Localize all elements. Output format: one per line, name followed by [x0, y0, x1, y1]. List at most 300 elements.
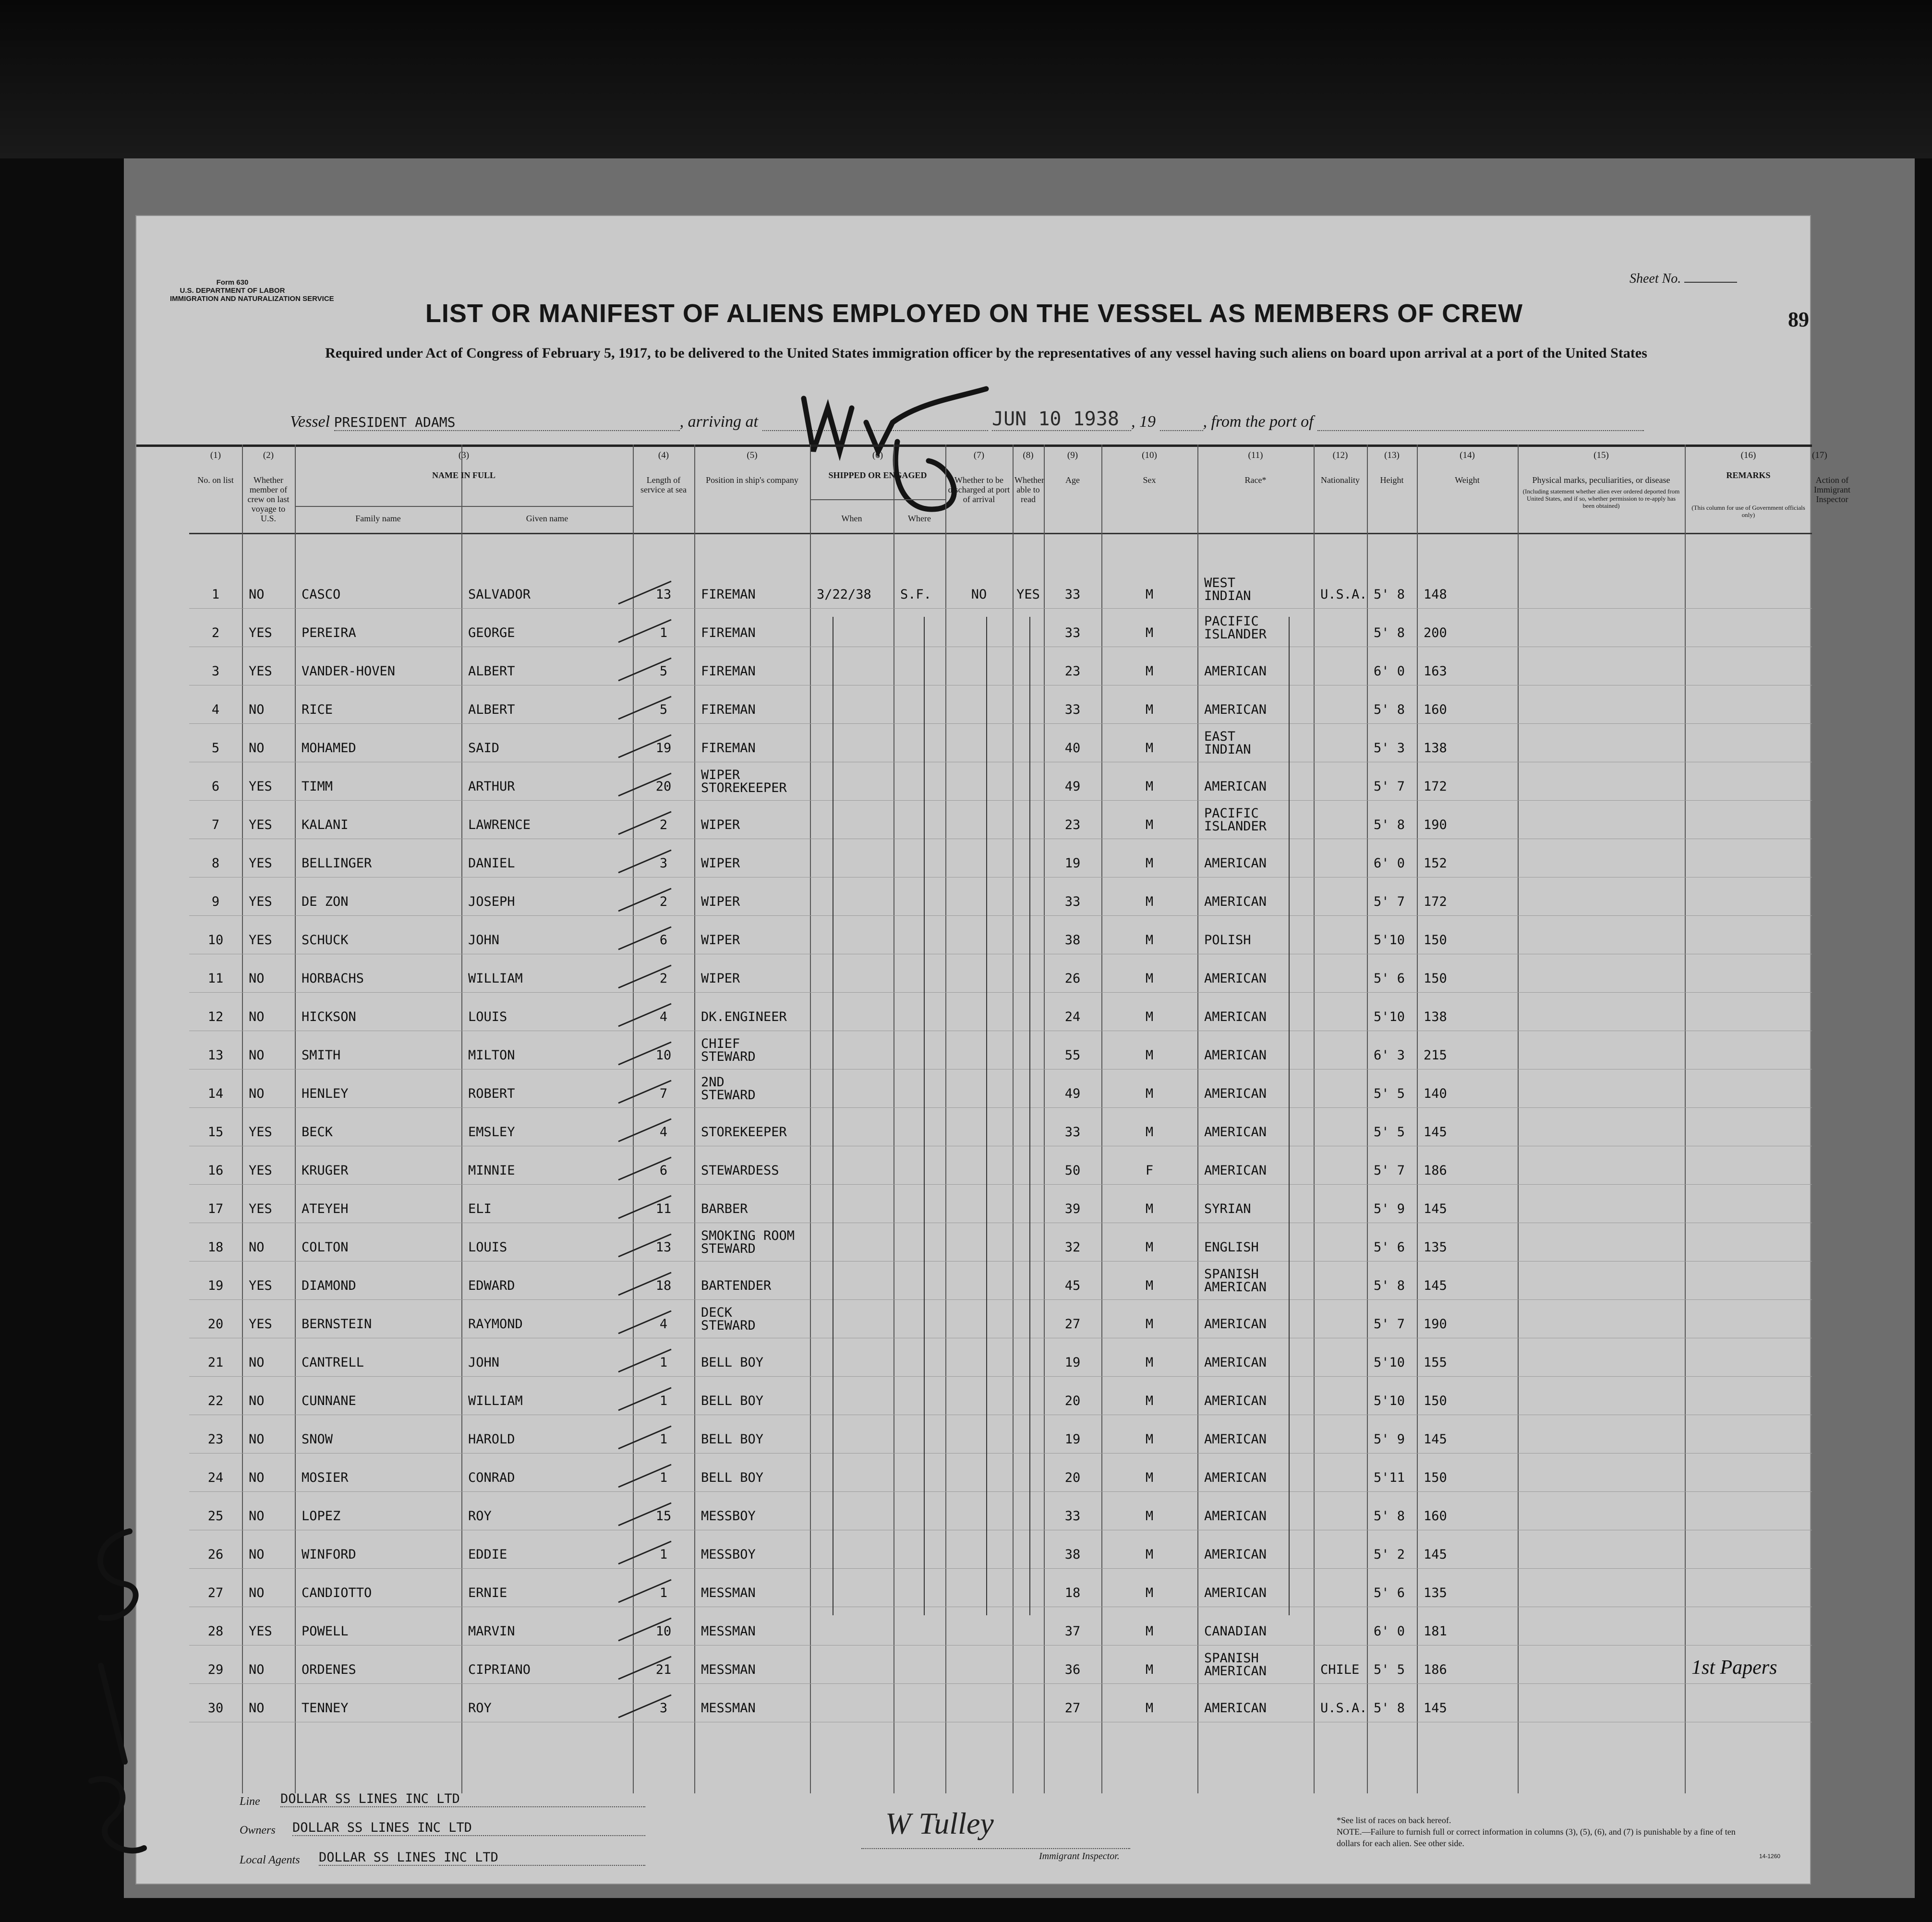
- page-number: 89: [1788, 308, 1809, 331]
- service-cell: 4: [659, 1009, 668, 1024]
- given-cell: LAWRENCE: [468, 817, 531, 832]
- age-cell: 26: [1064, 971, 1081, 986]
- family-cell: HICKSON: [302, 1009, 356, 1024]
- header-bottom-rule: [189, 533, 1812, 534]
- column-number: (4): [658, 450, 669, 460]
- no-cell: 21: [207, 1355, 224, 1370]
- owners-label: Owners: [240, 1824, 276, 1837]
- family-cell: VANDER-HOVEN: [302, 664, 396, 679]
- given-cell: ELI: [468, 1201, 492, 1216]
- service-cell: 1: [659, 625, 668, 640]
- service-cell: 11: [655, 1201, 672, 1216]
- where-header: Where: [908, 514, 931, 523]
- service-cell: 1: [659, 1586, 668, 1600]
- age-cell: 33: [1064, 587, 1081, 602]
- column-header: Whether to be discharged at port of arrival: [948, 475, 1010, 504]
- family-cell: CANTRELL: [302, 1355, 364, 1370]
- position-cell: BARBER: [701, 1201, 748, 1216]
- position-cell: DECK STEWARD: [701, 1305, 756, 1333]
- prev-cell: YES: [249, 817, 272, 832]
- row-rule: [189, 915, 1812, 916]
- prev-cell: YES: [249, 625, 272, 640]
- weight-cell: 150: [1424, 1470, 1447, 1485]
- race-cell: AMERICAN: [1204, 856, 1267, 871]
- department-name: U.S. DEPARTMENT OF LABOR: [180, 287, 285, 295]
- position-cell: STOREKEEPER: [701, 1125, 787, 1140]
- header-subrule: [295, 506, 633, 507]
- prev-cell: YES: [249, 1125, 272, 1140]
- inspector-signature: W Tulley: [885, 1806, 994, 1840]
- age-cell: 49: [1064, 1086, 1081, 1101]
- sex-cell: M: [1145, 1586, 1154, 1600]
- sex-cell: M: [1145, 1048, 1154, 1063]
- sex-cell: M: [1145, 1662, 1154, 1677]
- check-mark: [614, 923, 676, 952]
- age-cell: 19: [1064, 1432, 1081, 1447]
- age-cell: 33: [1064, 1509, 1081, 1524]
- family-cell: LOPEZ: [302, 1509, 341, 1524]
- page-subtitle: Required under Act of Congress of February 5, 1917, to be delivered to the United States immigration officer by the representatives of any vessel having such aliens on board upon arrival at a port of the United States: [325, 345, 1647, 361]
- age-cell: 19: [1064, 856, 1081, 871]
- crew-manifest-form: [135, 215, 1850, 1885]
- column-number: (14): [1460, 450, 1475, 460]
- service-cell: 20: [655, 779, 672, 794]
- prev-cell: NO: [249, 971, 265, 986]
- position-cell: BARTENDER: [701, 1278, 772, 1293]
- given-cell: LOUIS: [468, 1009, 507, 1024]
- height-cell: 5' 5: [1374, 1125, 1405, 1140]
- weight-cell: 152: [1424, 856, 1447, 871]
- sex-cell: M: [1145, 1125, 1154, 1140]
- position-cell: WIPER STOREKEEPER: [701, 768, 787, 795]
- age-cell: 45: [1064, 1278, 1081, 1293]
- height-cell: 5' 7: [1374, 779, 1405, 794]
- column-header: NAME IN FULL: [432, 470, 495, 480]
- line-value: DOLLAR SS LINES INC LTD: [280, 1791, 645, 1807]
- position-cell: BELL BOY: [701, 1393, 764, 1408]
- height-cell: 6' 3: [1374, 1048, 1405, 1063]
- race-cell: AMERICAN: [1204, 1470, 1267, 1485]
- no-cell: 29: [207, 1662, 224, 1677]
- sex-cell: M: [1145, 779, 1154, 794]
- given-cell: JOSEPH: [468, 894, 515, 909]
- prev-cell: NO: [249, 587, 265, 602]
- age-cell: 32: [1064, 1240, 1081, 1255]
- race-cell: SYRIAN: [1204, 1201, 1251, 1216]
- sex-cell: M: [1145, 1355, 1154, 1370]
- check-mark: [614, 1307, 676, 1336]
- no-cell: 16: [207, 1163, 224, 1178]
- sex-cell: M: [1145, 1701, 1154, 1716]
- height-cell: 5' 7: [1374, 1317, 1405, 1332]
- table-top-rule: [136, 444, 1812, 447]
- position-cell: CHIEF STEWARD: [701, 1036, 756, 1064]
- service-cell: 13: [655, 587, 672, 602]
- row-rule: [189, 1376, 1812, 1377]
- column-header: Action of Immigrant Inspector: [1814, 475, 1850, 504]
- age-cell: 38: [1064, 933, 1081, 948]
- race-cell: ENGLISH: [1204, 1240, 1259, 1255]
- age-cell: 27: [1064, 1701, 1081, 1716]
- weight-cell: 190: [1424, 1317, 1447, 1332]
- position-cell: FIREMAN: [701, 741, 756, 756]
- sex-cell: M: [1145, 625, 1154, 640]
- height-cell: 5'11: [1374, 1470, 1405, 1485]
- race-cell: AMERICAN: [1204, 1355, 1267, 1370]
- when-cell: 3/22/38: [817, 587, 871, 602]
- weight-cell: 138: [1424, 741, 1447, 756]
- family-name-header: Family name: [355, 514, 401, 523]
- position-cell: MESSMAN: [701, 1586, 756, 1600]
- prev-cell: YES: [249, 933, 272, 948]
- race-cell: AMERICAN: [1204, 1009, 1267, 1024]
- column-header: Whether able to read: [1014, 475, 1044, 504]
- age-cell: 33: [1064, 625, 1081, 640]
- family-cell: MOSIER: [302, 1470, 349, 1485]
- weight-cell: 215: [1424, 1048, 1447, 1063]
- height-cell: 5' 8: [1374, 625, 1405, 640]
- arrival-date-stamp: JUN 10 1938: [992, 408, 1131, 431]
- handwritten-mark: [794, 370, 1121, 528]
- race-note: *See list of races on back hereof.: [1337, 1815, 1451, 1825]
- nationality-cell: U.S.A.: [1320, 587, 1367, 602]
- race-cell: AMERICAN: [1204, 1086, 1267, 1101]
- column-number: (13): [1384, 450, 1400, 460]
- given-name-header: Given name: [526, 514, 568, 523]
- sex-cell: M: [1145, 1317, 1154, 1332]
- no-cell: 10: [207, 933, 224, 948]
- height-cell: 5' 9: [1374, 1201, 1405, 1216]
- position-cell: WIPER: [701, 856, 740, 871]
- family-cell: CANDIOTTO: [302, 1586, 372, 1600]
- race-cell: AMERICAN: [1204, 1509, 1267, 1524]
- service-cell: 4: [659, 1125, 668, 1140]
- remarks-cell: 1st Papers: [1691, 1657, 1777, 1679]
- column-number: (9): [1067, 450, 1078, 460]
- weight-cell: 145: [1424, 1278, 1447, 1293]
- no-cell: 6: [211, 779, 220, 794]
- position-cell: STEWARDESS: [701, 1163, 779, 1178]
- sex-cell: M: [1145, 856, 1154, 871]
- prev-cell: YES: [249, 1163, 272, 1178]
- column-number: (12): [1332, 450, 1348, 460]
- race-cell: SPANISH AMERICAN: [1204, 1267, 1267, 1295]
- weight-cell: 186: [1424, 1163, 1447, 1178]
- given-cell: GEORGE: [468, 625, 515, 640]
- sex-cell: M: [1145, 971, 1154, 986]
- column-header: REMARKS: [1726, 470, 1771, 480]
- height-cell: 5' 8: [1374, 587, 1405, 602]
- prev-cell: NO: [249, 1393, 265, 1408]
- given-cell: MILTON: [468, 1048, 515, 1063]
- given-cell: CIPRIANO: [468, 1662, 531, 1677]
- ditto-line: [924, 617, 925, 1615]
- margin-handwriting: [72, 1512, 168, 1877]
- position-cell: BELL BOY: [701, 1355, 764, 1370]
- service-cell: 18: [655, 1278, 672, 1293]
- sex-cell: M: [1145, 1547, 1154, 1562]
- sex-cell: M: [1145, 1201, 1154, 1216]
- check-mark: [614, 1077, 676, 1105]
- check-mark: [614, 1653, 676, 1682]
- check-mark: [614, 616, 676, 645]
- family-cell: HORBACHS: [302, 971, 364, 986]
- sex-cell: M: [1145, 933, 1154, 948]
- race-cell: PACIFIC ISLANDER: [1204, 614, 1267, 642]
- height-cell: 5'10: [1374, 1355, 1405, 1370]
- position-cell: WIPER: [701, 817, 740, 832]
- family-cell: TIMM: [302, 779, 333, 794]
- weight-cell: 145: [1424, 1701, 1447, 1716]
- sex-cell: M: [1145, 664, 1154, 679]
- race-cell: AMERICAN: [1204, 1393, 1267, 1408]
- family-cell: SMITH: [302, 1048, 341, 1063]
- position-cell: DK.ENGINEER: [701, 1009, 787, 1024]
- prev-cell: NO: [249, 1432, 265, 1447]
- discharge-cell: NO: [971, 587, 987, 602]
- given-cell: JOHN: [468, 1355, 500, 1370]
- family-cell: DIAMOND: [302, 1278, 356, 1293]
- family-cell: ATEYEH: [302, 1201, 349, 1216]
- race-cell: AMERICAN: [1204, 894, 1267, 909]
- weight-cell: 138: [1424, 1009, 1447, 1024]
- race-cell: AMERICAN: [1204, 1317, 1267, 1332]
- ditto-line: [986, 617, 987, 1615]
- page-title: LIST OR MANIFEST OF ALIENS EMPLOYED ON THE VESSEL AS MEMBERS OF CREW: [425, 299, 1523, 328]
- no-cell: 1: [211, 587, 220, 602]
- check-mark: [614, 1230, 676, 1259]
- position-cell: MESSBOY: [701, 1547, 756, 1562]
- column-number: (16): [1740, 450, 1756, 460]
- check-mark: [614, 1115, 676, 1144]
- service-cell: 19: [655, 741, 672, 756]
- vessel-name: PRESIDENT ADAMS: [334, 414, 680, 431]
- age-cell: 23: [1064, 817, 1081, 832]
- given-cell: DANIEL: [468, 856, 515, 871]
- agents-label: Local Agents: [240, 1854, 300, 1866]
- weight-cell: 160: [1424, 1509, 1447, 1524]
- weight-cell: 145: [1424, 1201, 1447, 1216]
- age-cell: 33: [1064, 894, 1081, 909]
- race-cell: AMERICAN: [1204, 1586, 1267, 1600]
- given-cell: JOHN: [468, 933, 500, 948]
- no-cell: 17: [207, 1201, 224, 1216]
- service-cell: 6: [659, 1163, 668, 1178]
- sex-cell: M: [1145, 1470, 1154, 1485]
- weight-cell: 172: [1424, 779, 1447, 794]
- fine-note: NOTE.—Failure to furnish full or correct information in columns (3), (5), (6), and (7) is punishable by a fine of ten dollars for each alien. See other side.: [1337, 1827, 1736, 1848]
- race-cell: AMERICAN: [1204, 1432, 1267, 1447]
- sex-cell: M: [1145, 1240, 1154, 1255]
- race-cell: AMERICAN: [1204, 971, 1267, 986]
- prev-cell: NO: [249, 1701, 265, 1716]
- check-mark: [614, 808, 676, 837]
- race-cell: AMERICAN: [1204, 1125, 1267, 1140]
- column-number: (10): [1142, 450, 1157, 460]
- inspector-label: Immigrant Inspector.: [1039, 1851, 1120, 1862]
- prev-cell: NO: [249, 1009, 265, 1024]
- no-cell: 5: [211, 741, 220, 756]
- sex-cell: M: [1145, 1624, 1154, 1639]
- row-rule: [189, 800, 1812, 801]
- age-cell: 20: [1064, 1470, 1081, 1485]
- agents-value: DOLLAR SS LINES INC LTD: [319, 1850, 645, 1866]
- given-cell: WILLIAM: [468, 971, 523, 986]
- line-label: Line: [240, 1795, 260, 1808]
- column-number: (11): [1248, 450, 1263, 460]
- height-cell: 6' 0: [1374, 1624, 1405, 1639]
- check-mark: [614, 1000, 676, 1029]
- height-cell: 5' 5: [1374, 1086, 1405, 1101]
- race-cell: AMERICAN: [1204, 702, 1267, 717]
- age-cell: 33: [1064, 702, 1081, 717]
- column-number: (8): [1023, 450, 1034, 460]
- sex-cell: M: [1145, 894, 1154, 909]
- given-cell: MARVIN: [468, 1624, 515, 1639]
- no-cell: 22: [207, 1393, 224, 1408]
- row-rule: [189, 723, 1812, 724]
- height-cell: 5' 3: [1374, 741, 1405, 756]
- ditto-line: [1029, 617, 1030, 1615]
- check-mark: [614, 1153, 676, 1182]
- row-rule: [189, 1491, 1812, 1492]
- service-cell: 5: [659, 702, 668, 717]
- height-cell: 5' 9: [1374, 1432, 1405, 1447]
- no-cell: 2: [211, 625, 220, 640]
- row-rule: [189, 1184, 1812, 1185]
- given-cell: SALVADOR: [468, 587, 531, 602]
- given-cell: ARTHUR: [468, 779, 515, 794]
- column-header: Nationality: [1321, 475, 1360, 485]
- given-cell: ALBERT: [468, 664, 515, 679]
- vessel-line: Vessel PRESIDENT ADAMS , arriving at JUN 10 1938 , 19 , from the port of: [290, 408, 1644, 431]
- weight-cell: 145: [1424, 1125, 1447, 1140]
- height-cell: 5'10: [1374, 1393, 1405, 1408]
- no-cell: 26: [207, 1547, 224, 1562]
- height-cell: 6' 0: [1374, 856, 1405, 871]
- check-mark: [614, 1538, 676, 1566]
- column-header: Age: [1065, 475, 1080, 485]
- position-cell: MESSMAN: [701, 1701, 756, 1716]
- column-number: (6): [872, 450, 883, 460]
- given-cell: RAYMOND: [468, 1317, 523, 1332]
- height-cell: 5' 6: [1374, 1240, 1405, 1255]
- height-cell: 5' 2: [1374, 1547, 1405, 1562]
- family-cell: BELLINGER: [302, 856, 372, 871]
- column-header: Whether member of crew on last voyage to U.S.: [247, 475, 290, 523]
- check-mark: [614, 577, 676, 606]
- weight-cell: 145: [1424, 1432, 1447, 1447]
- given-cell: LOUIS: [468, 1240, 507, 1255]
- age-cell: 18: [1064, 1586, 1081, 1600]
- weight-cell: 150: [1424, 971, 1447, 986]
- column-header: Sex: [1143, 475, 1156, 485]
- column-number: (15): [1594, 450, 1609, 460]
- no-cell: 19: [207, 1278, 224, 1293]
- check-mark: [614, 1576, 676, 1605]
- weight-cell: 145: [1424, 1547, 1447, 1562]
- sex-cell: F: [1145, 1163, 1154, 1178]
- height-cell: 5' 8: [1374, 1701, 1405, 1716]
- row-rule: [189, 1453, 1812, 1454]
- age-cell: 37: [1064, 1624, 1081, 1639]
- position-cell: FIREMAN: [701, 587, 756, 602]
- position-cell: SMOKING ROOM STEWARD: [701, 1228, 795, 1256]
- prev-cell: NO: [249, 1086, 265, 1101]
- service-cell: 1: [659, 1355, 668, 1370]
- height-cell: 5' 7: [1374, 1163, 1405, 1178]
- row-rule: [189, 1683, 1812, 1684]
- sex-cell: M: [1145, 741, 1154, 756]
- weight-cell: 200: [1424, 625, 1447, 640]
- header-subrule: [810, 499, 945, 500]
- column-header: SHIPPED OR ENGAGED: [828, 470, 927, 480]
- footnote: [1337, 1814, 1759, 1849]
- height-cell: 5' 5: [1374, 1662, 1405, 1677]
- weight-cell: 135: [1424, 1240, 1447, 1255]
- height-cell: 5' 7: [1374, 894, 1405, 909]
- no-cell: 20: [207, 1317, 224, 1332]
- no-cell: 25: [207, 1509, 224, 1524]
- sex-cell: M: [1145, 1393, 1154, 1408]
- height-cell: 5' 8: [1374, 1278, 1405, 1293]
- service-cell: 2: [659, 971, 668, 986]
- weight-cell: 150: [1424, 933, 1447, 948]
- no-cell: 13: [207, 1048, 224, 1063]
- height-cell: 5'10: [1374, 1009, 1405, 1024]
- age-cell: 49: [1064, 779, 1081, 794]
- given-cell: WILLIAM: [468, 1393, 523, 1408]
- race-cell: AMERICAN: [1204, 779, 1267, 794]
- column-number: (2): [263, 450, 274, 460]
- prev-cell: NO: [249, 1470, 265, 1485]
- family-cell: BERNSTEIN: [302, 1317, 372, 1332]
- no-cell: 8: [211, 856, 220, 871]
- prev-cell: YES: [249, 1317, 272, 1332]
- weight-cell: 186: [1424, 1662, 1447, 1677]
- given-cell: MINNIE: [468, 1163, 515, 1178]
- position-cell: MESSBOY: [701, 1509, 756, 1524]
- no-cell: 9: [211, 894, 220, 909]
- given-cell: ROY: [468, 1701, 492, 1716]
- given-cell: ROY: [468, 1509, 492, 1524]
- family-cell: RICE: [302, 702, 333, 717]
- prev-cell: NO: [249, 1509, 265, 1524]
- family-cell: ORDENES: [302, 1662, 356, 1677]
- position-cell: BELL BOY: [701, 1470, 764, 1485]
- prev-cell: NO: [249, 1586, 265, 1600]
- service-name: IMMIGRATION AND NATURALIZATION SERVICE: [170, 295, 334, 303]
- column-header: Length of service at sea: [640, 475, 687, 494]
- sex-cell: M: [1145, 817, 1154, 832]
- service-cell: 1: [659, 1393, 668, 1408]
- column-number: (7): [973, 450, 985, 460]
- position-cell: MESSMAN: [701, 1662, 756, 1677]
- prev-cell: NO: [249, 1240, 265, 1255]
- service-cell: 15: [655, 1509, 672, 1524]
- no-cell: 23: [207, 1432, 224, 1447]
- nationality-cell: CHILE: [1320, 1662, 1360, 1677]
- family-cell: BECK: [302, 1125, 333, 1140]
- service-cell: 2: [659, 894, 668, 909]
- race-cell: WEST INDIAN: [1204, 576, 1251, 603]
- service-cell: 10: [655, 1048, 672, 1063]
- prev-cell: YES: [249, 894, 272, 909]
- weight-cell: 135: [1424, 1586, 1447, 1600]
- position-cell: MESSMAN: [701, 1624, 756, 1639]
- check-mark: [614, 1422, 676, 1451]
- age-cell: 24: [1064, 1009, 1081, 1024]
